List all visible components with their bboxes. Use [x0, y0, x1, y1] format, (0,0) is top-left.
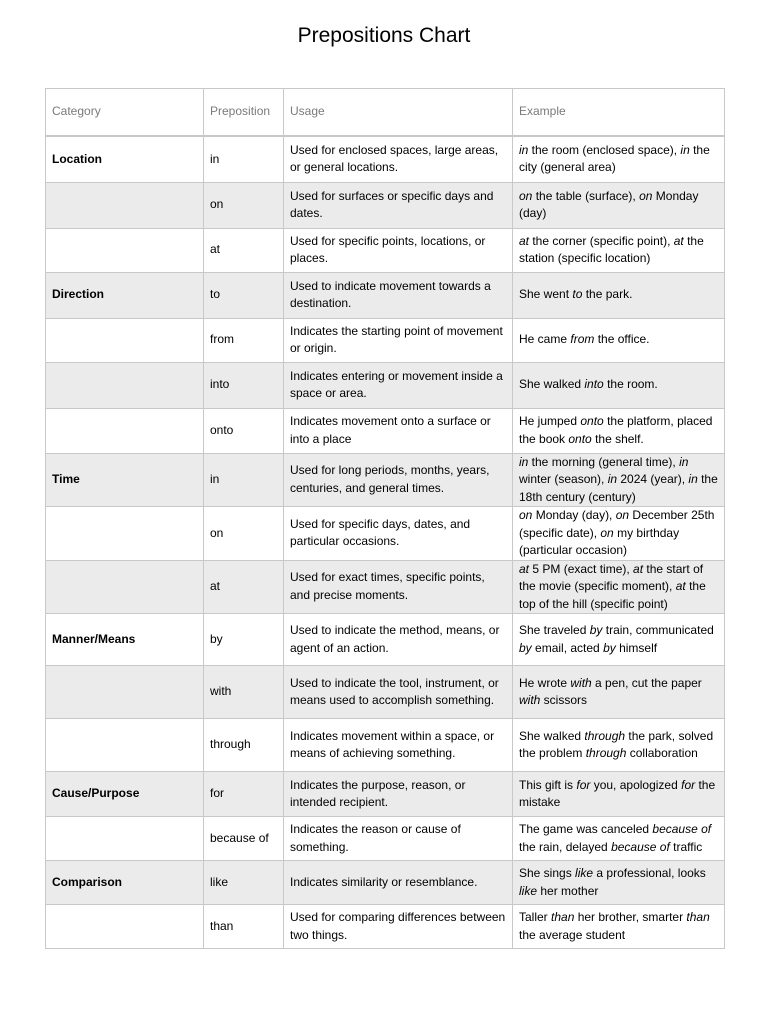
example-preposition: to	[572, 287, 583, 302]
example-preposition: at	[633, 561, 644, 576]
table-row	[46, 772, 725, 817]
example-preposition: in	[679, 454, 689, 469]
example-preposition: in	[519, 142, 529, 157]
example-text: the corner (specific point),	[529, 233, 674, 248]
example-preposition: because of	[611, 839, 670, 854]
usage-cell: Used for comparing differences between two things.	[284, 905, 513, 949]
example-text: her mother	[537, 883, 599, 898]
preposition-cell: into	[204, 362, 284, 408]
example-preposition: in	[680, 142, 690, 157]
category-cell: Time	[46, 453, 204, 507]
preposition-cell: with	[204, 666, 284, 719]
category-cell	[46, 318, 204, 362]
example-preposition: in	[688, 472, 698, 486]
table-row	[46, 507, 725, 561]
example-text: the mistake	[519, 777, 716, 809]
preposition-cell: because of	[204, 817, 284, 861]
example-text: himself	[615, 640, 658, 655]
example-preposition: by	[603, 640, 616, 655]
usage-cell: Used to indicate movement towards a destination.	[284, 272, 513, 318]
preposition-cell: from	[204, 318, 284, 362]
example-preposition: in	[607, 472, 618, 486]
example-text: Monday (day),	[532, 508, 616, 522]
table-header	[46, 89, 725, 137]
table-row	[46, 666, 725, 719]
example-preposition: into	[584, 377, 604, 392]
table-row	[46, 362, 725, 408]
table-row	[46, 136, 725, 182]
example-cell	[513, 719, 725, 772]
table-row	[46, 318, 725, 362]
usage-cell: Used for specific days, dates, and particular occasions.	[284, 507, 513, 561]
example-text: December 25th (specific date),	[519, 508, 715, 540]
preposition-cell: on	[204, 507, 284, 561]
example-text: her brother, smarter	[574, 910, 687, 924]
example-preposition: through	[585, 746, 627, 760]
table-row	[46, 719, 725, 772]
example-preposition: on	[600, 525, 614, 540]
example-text: the room (enclosed space),	[528, 142, 681, 157]
example-preposition: than	[551, 910, 575, 924]
header-category: Category	[46, 89, 204, 137]
example-preposition: with	[519, 693, 541, 707]
category-cell	[46, 817, 204, 861]
table-row	[46, 453, 725, 507]
category-cell	[46, 182, 204, 228]
example-cell	[513, 408, 725, 453]
example-text: Taller	[519, 910, 552, 924]
preposition-cell: at	[204, 560, 284, 614]
category-cell: Location	[46, 136, 204, 182]
example-preposition: because of	[652, 822, 712, 836]
example-preposition: at	[519, 233, 530, 248]
example-cell	[513, 362, 725, 408]
example-text: the shelf.	[591, 431, 644, 446]
example-text: She walked	[519, 377, 585, 392]
usage-cell: Indicates the starting point of movement or origin.	[284, 318, 513, 362]
category-cell	[46, 666, 204, 719]
preposition-cell: in	[204, 453, 284, 507]
category-cell	[46, 905, 204, 949]
example-text: She sings	[519, 866, 576, 880]
header-preposition: Preposition	[204, 89, 284, 137]
example-text: the 18th century (century)	[519, 472, 718, 504]
preposition-cell: onto	[204, 408, 284, 453]
example-cell	[513, 507, 725, 561]
example-preposition: on	[615, 508, 630, 522]
example-cell	[513, 136, 725, 182]
usage-cell: Indicates movement onto a surface or into a place	[284, 408, 513, 453]
preposition-cell: for	[204, 772, 284, 817]
preposition-cell: to	[204, 272, 284, 318]
example-text: a pen, cut the paper	[591, 675, 702, 690]
example-text: the city (general area)	[519, 142, 710, 175]
table-row	[46, 861, 725, 905]
example-text: He jumped	[519, 414, 581, 428]
example-text: Monday (day)	[519, 188, 699, 220]
preposition-cell: through	[204, 719, 284, 772]
example-preposition: on	[519, 508, 533, 522]
table-row	[46, 182, 725, 228]
example-preposition: through	[584, 728, 626, 743]
example-text: He came	[519, 332, 571, 347]
example-text: scissors	[540, 693, 588, 707]
example-cell	[513, 817, 725, 861]
category-cell	[46, 560, 204, 614]
example-preposition: for	[681, 777, 696, 792]
category-cell	[46, 228, 204, 272]
category-cell: Manner/Means	[46, 614, 204, 666]
preposition-cell: like	[204, 861, 284, 905]
usage-cell: Indicates entering or movement inside a space or area.	[284, 362, 513, 408]
example-text: train, communicated	[602, 623, 714, 637]
example-preposition: like	[575, 866, 594, 880]
preposition-cell: than	[204, 905, 284, 949]
usage-cell: Used for long periods, months, years, centuries, and general times.	[284, 453, 513, 507]
category-cell: Direction	[46, 272, 204, 318]
table-row	[46, 905, 725, 949]
example-text: 5 PM (exact time),	[529, 561, 634, 576]
example-cell	[513, 228, 725, 272]
table-row	[46, 614, 725, 666]
example-cell	[513, 614, 725, 666]
example-text: the top of the hill (specific point)	[519, 579, 706, 611]
example-cell	[513, 318, 725, 362]
example-preposition: in	[519, 454, 529, 469]
example-preposition: by	[519, 640, 532, 655]
example-text: the park.	[582, 287, 633, 302]
category-cell: Cause/Purpose	[46, 772, 204, 817]
example-text: collaboration	[626, 746, 698, 760]
example-text: the office.	[594, 332, 650, 347]
usage-cell: Indicates movement within a space, or means of achieving something.	[284, 719, 513, 772]
example-cell	[513, 772, 725, 817]
example-text: traffic	[669, 839, 703, 854]
example-preposition: from	[570, 332, 595, 347]
usage-cell: Used for surfaces or specific days and dates.	[284, 182, 513, 228]
example-text: the start of the movie (specific moment),	[519, 561, 704, 593]
example-text: the rain, delayed	[519, 839, 612, 854]
example-preposition: like	[519, 883, 538, 898]
usage-cell: Indicates the purpose, reason, or intended recipient.	[284, 772, 513, 817]
header-usage: Usage	[284, 89, 513, 137]
example-cell	[513, 905, 725, 949]
example-text: winter (season),	[519, 472, 608, 486]
usage-cell: Indicates similarity or resemblance.	[284, 861, 513, 905]
example-text: She traveled	[519, 623, 590, 637]
example-cell	[513, 666, 725, 719]
example-text: you, apologized	[590, 777, 682, 792]
example-preposition: onto	[568, 431, 592, 446]
category-cell	[46, 408, 204, 453]
example-text: 2024 (year),	[617, 472, 689, 486]
usage-cell: Used for exact times, specific points, and precise moments.	[284, 560, 513, 614]
table-row	[46, 817, 725, 861]
table-row	[46, 228, 725, 272]
example-text: the morning (general time),	[528, 454, 680, 469]
header-row	[46, 89, 725, 137]
example-preposition: for	[576, 777, 591, 792]
example-text: This gift is	[519, 777, 577, 792]
preposition-cell: on	[204, 182, 284, 228]
example-cell	[513, 272, 725, 318]
category-cell	[46, 507, 204, 561]
example-text: email, acted	[531, 640, 604, 655]
usage-cell: Used for specific points, locations, or places.	[284, 228, 513, 272]
example-cell	[513, 560, 725, 614]
example-preposition: at	[519, 561, 530, 576]
preposition-cell: by	[204, 614, 284, 666]
example-preposition: with	[570, 675, 592, 690]
table-row	[46, 560, 725, 614]
example-preposition: onto	[580, 414, 604, 428]
example-preposition: on	[639, 188, 653, 203]
header-example: Example	[513, 89, 725, 137]
example-text: the average student	[519, 927, 626, 942]
example-text: the platform, placed the book	[519, 414, 713, 446]
example-text: my birthday (particular occasion)	[519, 525, 680, 557]
example-preposition: on	[519, 188, 533, 203]
page-title: Prepositions Chart	[297, 24, 471, 48]
example-text: the table (surface),	[532, 188, 640, 203]
example-cell	[513, 182, 725, 228]
example-text: a professional, looks	[593, 866, 706, 880]
usage-cell: Used to indicate the tool, instrument, or means used to accomplish something.	[284, 666, 513, 719]
category-cell	[46, 362, 204, 408]
example-cell	[513, 861, 725, 905]
example-text: She went	[519, 287, 573, 302]
example-text: The game was canceled	[519, 822, 653, 836]
preposition-cell: in	[204, 136, 284, 182]
usage-cell: Used for enclosed spaces, large areas, or general locations.	[284, 136, 513, 182]
usage-cell: Used to indicate the method, means, or agent of an action.	[284, 614, 513, 666]
example-text: She walked	[519, 728, 585, 743]
example-text: the station (specific location)	[519, 233, 704, 265]
table-row	[46, 408, 725, 453]
example-preposition: by	[589, 623, 603, 637]
example-cell	[513, 453, 725, 507]
category-cell: Comparison	[46, 861, 204, 905]
example-text: He wrote	[519, 675, 571, 690]
example-text: the park, solved the problem	[519, 728, 714, 760]
example-preposition: at	[673, 233, 684, 248]
example-text: the room.	[603, 377, 658, 392]
example-preposition: at	[675, 579, 686, 593]
usage-cell: Indicates the reason or cause of something.	[284, 817, 513, 861]
preposition-cell: at	[204, 228, 284, 272]
table-row	[46, 272, 725, 318]
prepositions-table	[45, 88, 725, 949]
table-body	[46, 136, 725, 949]
example-preposition: than	[686, 910, 710, 924]
category-cell	[46, 719, 204, 772]
